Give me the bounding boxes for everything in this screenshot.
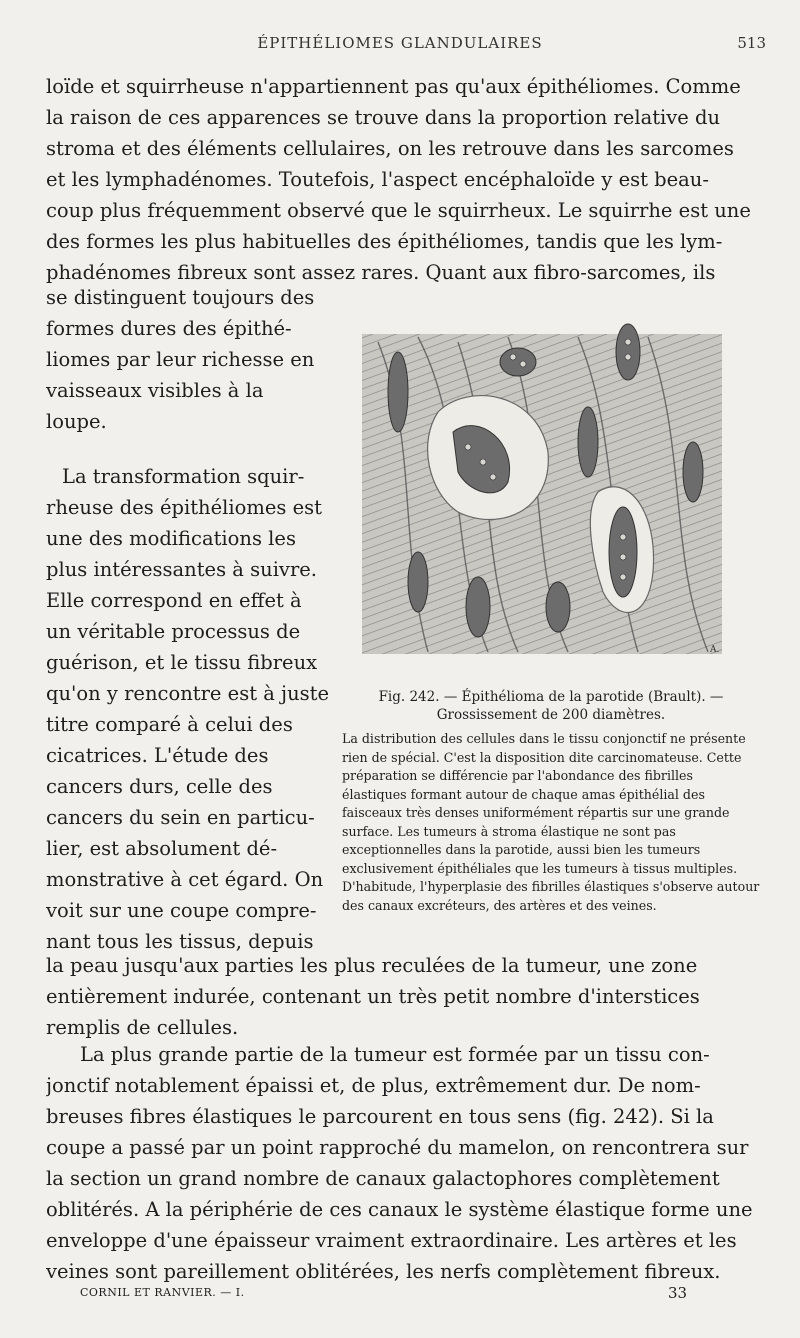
text-line: oblitérés. A la périphérie de ces canaux le système élastique forme une [46,1198,753,1221]
text-line: cicatrices. L'étude des [46,744,269,767]
text-line: qu'on y rencontre est à juste [46,682,330,705]
text-line: vaisseaux visibles à la [46,379,264,402]
text-line: plus intéressantes à suivre. [46,558,318,581]
text-line: un véritable processus de [46,620,301,643]
text-line: Elle correspond en effet à [46,589,302,612]
text-line: des formes les plus habituelles des épithéliomes, tandis que les lym- [46,230,723,253]
text-line: lier, est absolument dé- [46,837,278,860]
text-line: cancers du sein en particu- [46,806,315,829]
text-line: et les lymphadénomes. Toutefois, l'aspect encéphaloïde y est beau- [46,168,709,191]
text-line: loïde et squirrheuse n'appartiennent pas qu'aux épithéliomes. Comme [46,75,741,98]
text-line: la peau jusqu'aux parties les plus reculées de la tumeur, une zone [46,954,698,977]
text-line: cancers durs, celle des [46,775,273,798]
text-line: remplis de cellules. [46,1016,239,1039]
figure-caption-body: La distribution des cellules dans le tissu conjonctif ne présente rien de spécial. C'est la disposition dite carcinomateuse. Cette préparation se différencie par l'abondance des fibrilles élastiques formant autour de chaque amas épithélial des faisceaux très denses uniformément répartis sur une grande surface. Les tumeurs à stroma élastique ne sont pas exceptionnelles dans la parotide, aussi bien les tumeurs exclusivement épithéliales que les tumeurs à tissus multiples. D'habitude, l'hyperplasie des fibrilles élastiques s'observe autour des canaux excréteurs, des artères et des veines. [342,731,760,913]
text-line: se distinguent toujours des [46,286,315,309]
text-line: formes dures des épithé- [46,317,292,340]
text-line: phadénomes fibreux sont assez rares. Quant aux fibro-sarcomes, ils [46,261,716,284]
caption-subtitle-line: Grossissement de 200 diamètres. [436,707,666,723]
text-line: stroma et des éléments cellulaires, on les retrouve dans les sarcomes [46,137,734,160]
text-line: la section un grand nombre de canaux galactophores complètement [46,1167,720,1190]
figure-signature: A. [710,645,720,655]
figure-caption-title [342,688,760,724]
histology-illustration [358,322,726,666]
running-header: ÉPITHÉLIOMES GLANDULAIRES [257,34,543,52]
text-line: veines sont pareillement oblitérées, les nerfs complètement fibreux. [46,1260,721,1283]
caption-title-line: Fig. 242. — Épithélioma de la parotide (Brault). — [378,689,724,705]
text-line: loupe. [46,410,107,433]
text-line: coupe a passé par un point rapproché du mamelon, on rencontrera sur [46,1136,749,1159]
footer-sheet-number: 33 [668,1284,688,1302]
text-line: entièrement indurée, contenant un très petit nombre d'interstices [46,985,700,1008]
text-line: la raison de ces apparences se trouve dans la proportion relative du [46,106,721,129]
text-line: enveloppe d'une épaisseur vraiment extraordinaire. Les artères et les [46,1229,737,1252]
text-line: liomes par leur richesse en [46,348,315,371]
footer-signature: CORNIL ET RANVIER. — I. [80,1286,245,1299]
text-line: nant tous les tissus, depuis [46,930,314,953]
text-line: La plus grande partie de la tumeur est formée par un tissu con- [80,1043,710,1066]
text-line: titre comparé à celui des [46,713,293,736]
text-line: jonctif notablement épaissi et, de plus, extrêmement dur. De nom- [46,1074,701,1097]
histology-figure [358,322,726,666]
text-line: breuses fibres élastiques le parcourent en tous sens (fig. 242). Si la [46,1105,714,1128]
text-line: coup plus fréquemment observé que le squirrheux. Le squirrhe est une [46,199,751,222]
page-number: 513 [737,34,766,52]
text-line: rheuse des épithéliomes est [46,496,322,519]
text-line: monstrative à cet égard. On [46,868,324,891]
text-line: guérison, et le tissu fibreux [46,651,318,674]
text-line: une des modifications les [46,527,296,550]
text-line: La transformation squir- [62,465,305,488]
text-line: voit sur une coupe compre- [46,899,317,922]
